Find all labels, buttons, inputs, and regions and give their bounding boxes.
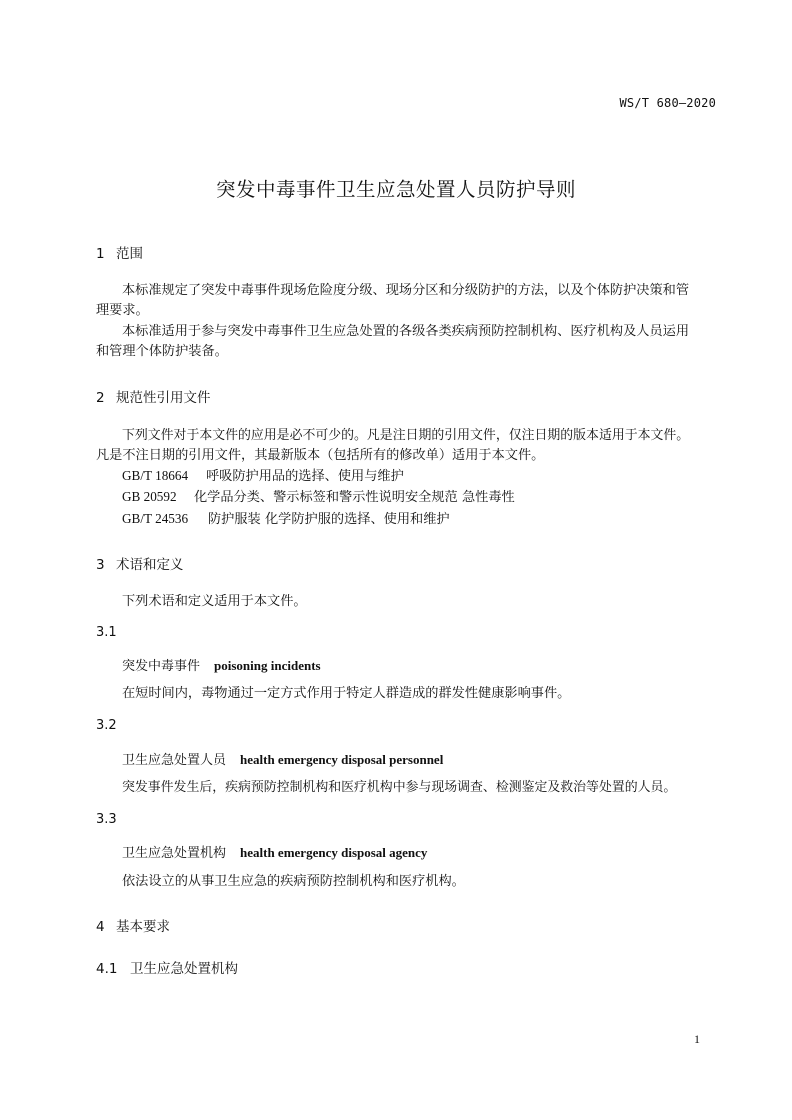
s3-intro: 下列术语和定义适用于本文件。 bbox=[122, 594, 307, 609]
section-3-heading bbox=[96, 553, 184, 573]
section-title: 范围 bbox=[116, 246, 143, 262]
reference-title: 防护服装 化学防护服的选择、使用和维护 bbox=[208, 512, 450, 527]
standard-code: WS/T 680—2020 bbox=[619, 96, 716, 110]
s2-paragraph-line-1: 下列文件对于本文件的应用是必不可少的。凡是注日期的引用文件，仅注日期的版本适用于本文件。 bbox=[122, 428, 690, 443]
subsection-title: 卫生应急处置机构 bbox=[130, 961, 238, 977]
term-definition: 依法设立的从事卫生应急的疾病预防控制机构和医疗机构。 bbox=[122, 874, 465, 889]
term-definition: 在短时间内，毒物通过一定方式作用于特定人群造成的群发性健康影响事件。 bbox=[122, 686, 571, 701]
reference-title: 化学品分类、警示标签和警示性说明安全规范 急性毒性 bbox=[194, 490, 515, 505]
section-title: 规范性引用文件 bbox=[116, 390, 211, 406]
reference-code: GB 20592 bbox=[122, 489, 177, 504]
term-zh: 突发中毒事件 bbox=[122, 659, 201, 674]
s2-paragraph-line-2: 凡是不注日期的引用文件，其最新版本（包括所有的修改单）适用于本文件。 bbox=[96, 448, 545, 463]
normative-reference bbox=[122, 487, 515, 508]
page-number: 1 bbox=[694, 1032, 700, 1046]
subsection-number: 4.1 bbox=[96, 961, 118, 977]
section-number: 2 bbox=[96, 390, 105, 406]
document-title: 突发中毒事件卫生应急处置人员防护导则 bbox=[215, 178, 576, 201]
normative-reference bbox=[122, 466, 404, 487]
normative-reference bbox=[122, 509, 450, 530]
s1-paragraph-2-line-2: 和管理个体防护装备。 bbox=[96, 344, 228, 359]
term-zh: 卫生应急处置机构 bbox=[122, 846, 227, 861]
section-2-heading bbox=[96, 386, 211, 406]
term-zh: 卫生应急处置人员 bbox=[122, 753, 227, 768]
reference-code: GB/T 24536 bbox=[122, 511, 189, 526]
section-number: 1 bbox=[96, 246, 105, 262]
term-en: poisoning incidents bbox=[214, 658, 321, 673]
section-title: 基本要求 bbox=[116, 919, 170, 935]
section-number: 4 bbox=[96, 919, 105, 935]
section-number: 3 bbox=[96, 557, 105, 573]
term-number: 3.2 bbox=[96, 718, 117, 733]
s1-paragraph-1-line-1: 本标准规定了突发中毒事件现场危险度分级、现场分区和分级防护的方法，以及个体防护决策和管 bbox=[122, 283, 690, 298]
reference-title: 呼吸防护用品的选择、使用与维护 bbox=[206, 469, 404, 484]
term-heading bbox=[122, 842, 427, 861]
reference-code: GB/T 18664 bbox=[122, 468, 189, 483]
section-title: 术语和定义 bbox=[116, 557, 184, 573]
term-definition: 突发事件发生后，疾病预防控制机构和医疗机构中参与现场调查、检测鉴定及救治等处置的人员。 bbox=[122, 780, 677, 795]
term-en: health emergency disposal agency bbox=[240, 845, 428, 860]
term-heading bbox=[122, 749, 443, 768]
section-4-heading bbox=[96, 915, 170, 935]
term-number: 3.3 bbox=[96, 812, 117, 827]
s1-paragraph-1-line-2: 理要求。 bbox=[96, 303, 149, 318]
section-1-heading bbox=[96, 242, 143, 262]
term-heading bbox=[122, 655, 321, 674]
subsection-4-1-heading bbox=[96, 957, 238, 977]
term-number: 3.1 bbox=[96, 625, 117, 640]
s1-paragraph-2-line-1: 本标准适用于参与突发中毒事件卫生应急处置的各级各类疾病预防控制机构、医疗机构及人员运用 bbox=[122, 324, 690, 339]
term-en: health emergency disposal personnel bbox=[240, 752, 444, 767]
